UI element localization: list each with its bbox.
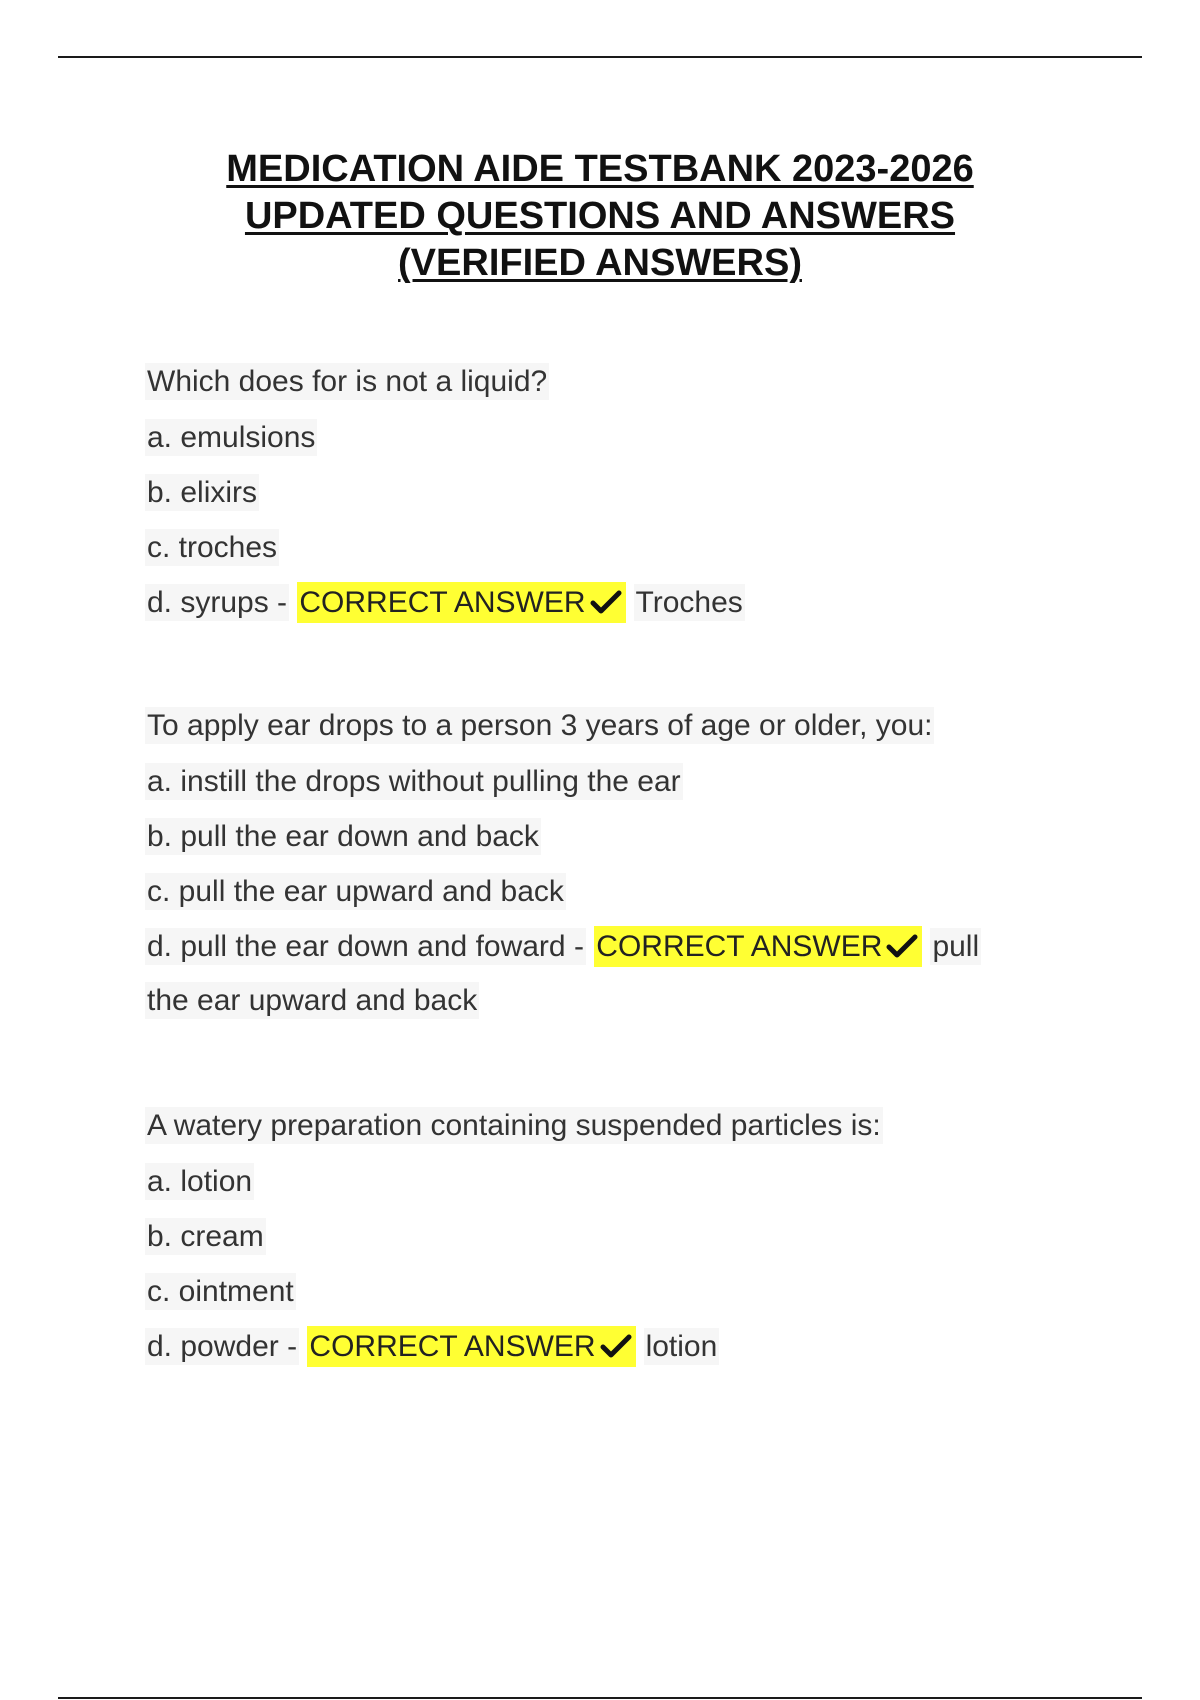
- option-c: c. pull the ear upward and back: [147, 875, 564, 908]
- option-a: a. instill the drops without pulling the ear: [147, 765, 681, 798]
- option-c: c. ointment: [147, 1275, 294, 1308]
- checkmark-icon: [600, 1332, 632, 1360]
- option-b: b. elixirs: [147, 476, 258, 509]
- bottom-rule: [58, 1697, 1142, 1699]
- document-title: [0, 146, 1200, 287]
- question-stem: To apply ear drops to a person 3 years of age or older, you:: [147, 709, 933, 742]
- answer-text: lotion: [645, 1330, 718, 1363]
- correct-answer-highlight: CORRECT ANSWER: [594, 926, 922, 967]
- option-b: b. pull the ear down and back: [147, 820, 539, 853]
- option-a: a. lotion: [147, 1165, 253, 1198]
- title-line-3: (VERIFIED ANSWERS): [398, 242, 802, 284]
- question-2: [145, 706, 1065, 1036]
- question-stem: A watery preparation containing suspended particles is:: [147, 1109, 881, 1142]
- option-b: b. cream: [147, 1220, 264, 1253]
- option-d: d. syrups - CORRECT ANSWER Troches: [145, 583, 1065, 623]
- option-d: d. pull the ear down and foward - CORRECT ANSWER pull: [145, 927, 1065, 967]
- answer-text: Troches: [635, 586, 743, 619]
- top-rule: [58, 56, 1142, 58]
- option-a: a. emulsions: [147, 421, 316, 454]
- option-d: d. powder - CORRECT ANSWER lotion: [145, 1327, 1065, 1367]
- correct-answer-highlight: CORRECT ANSWER: [297, 582, 625, 623]
- question-1: [145, 362, 1065, 637]
- correct-answer-highlight: CORRECT ANSWER: [307, 1326, 635, 1367]
- checkmark-icon: [886, 932, 918, 960]
- title-line-1: MEDICATION AIDE TESTBANK 2023-2026: [226, 148, 974, 190]
- question-stem: Which does for is not a liquid?: [147, 365, 548, 398]
- title-line-2: UPDATED QUESTIONS AND ANSWERS: [244, 195, 956, 237]
- question-3: [145, 1106, 1065, 1381]
- answer-text-continued: the ear upward and back: [147, 984, 478, 1017]
- option-c: c. troches: [147, 531, 278, 564]
- answer-text: pull: [932, 930, 980, 963]
- checkmark-icon: [590, 588, 622, 616]
